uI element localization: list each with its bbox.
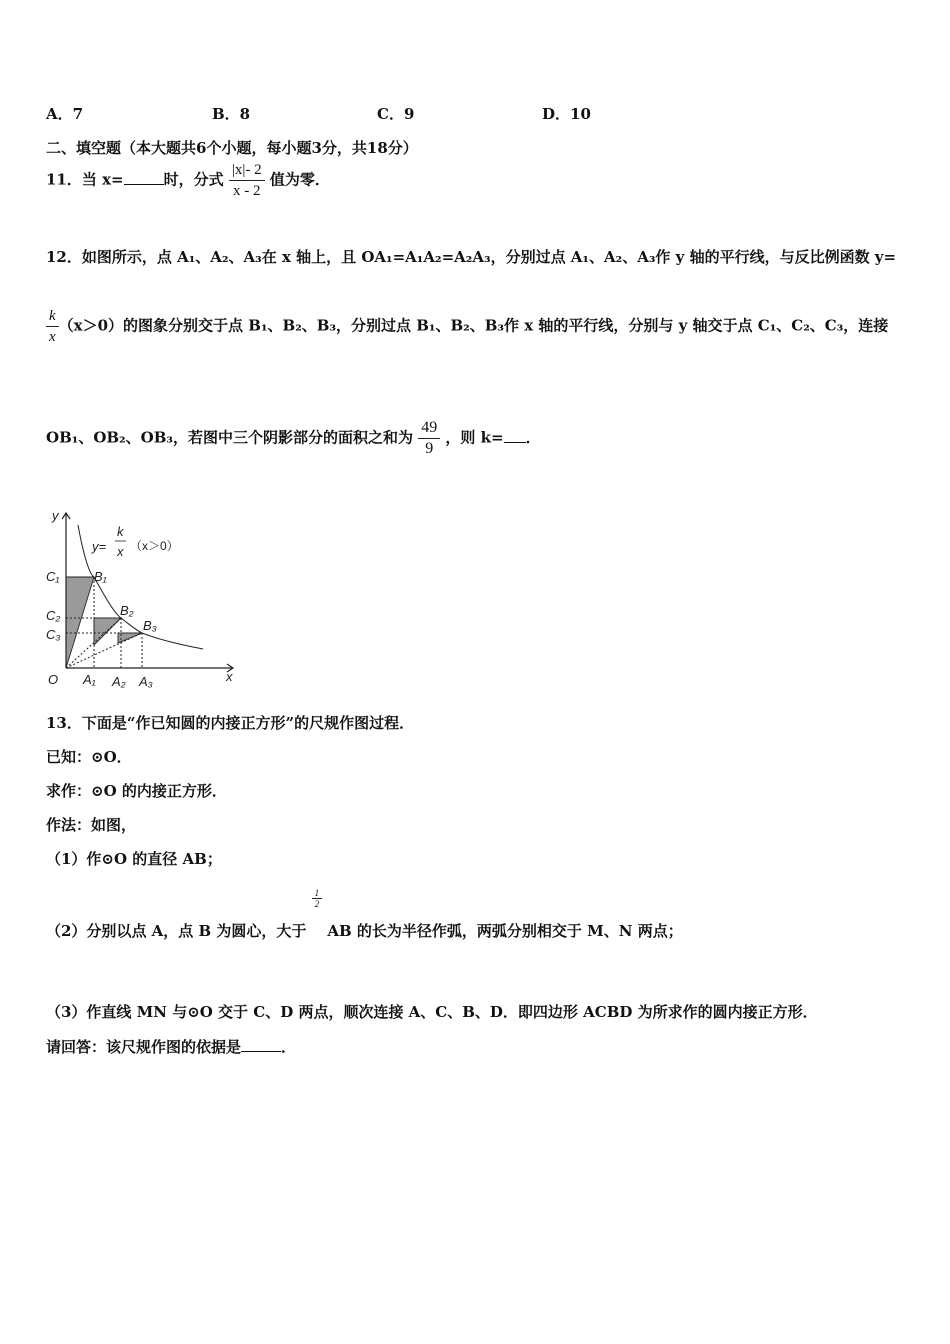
question-11	[46, 160, 330, 201]
q12-line2-wrap	[46, 306, 888, 347]
origin-label: O	[48, 672, 59, 687]
label-a1: A₁	[83, 672, 96, 687]
q12-area-den: 9	[425, 440, 434, 457]
q13-step1: （1）作⊙O 的直径 AB；	[46, 850, 222, 868]
q12-k-den: x	[49, 329, 56, 345]
q12-line1: 12．如图所示，点 A₁、A₂、A₃在 x 轴上，且 OA₁=A₁A₂=A₂A₃，分别过点 A₁、A₂、A₃作 y 轴的平行线，与反比例函数 y=	[46, 248, 897, 266]
q12-line3-pre: OB₁、OB₂、OB₃，若图中三个阴影部分的面积之和为	[46, 428, 413, 447]
function-prefix: y=	[92, 539, 107, 554]
label-a3: A₃	[139, 674, 153, 689]
q13-half-den: 2	[314, 898, 320, 909]
q11-prefix: 11．当 x=	[46, 170, 124, 189]
q12-k-num: k	[46, 306, 59, 327]
q11-blank	[124, 172, 164, 185]
q11-middle: 时，分式	[163, 170, 224, 189]
q13-half-fraction	[312, 888, 323, 909]
q13-step3: （3）作直线 MN 与⊙O 交于 C、D 两点，顺次连接 A、C、B、D．即四边形 ACBD 为所求作的圆内接正方形．	[46, 1003, 818, 1021]
q11-fraction	[229, 160, 265, 201]
q13-answer	[46, 1036, 296, 1057]
shaded-region-3	[118, 633, 142, 643]
q12-line3-post: ，则 k=	[445, 428, 504, 447]
q12-line3	[46, 418, 541, 459]
q13-blank	[241, 1039, 281, 1052]
q11-suffix: 值为零．	[269, 170, 330, 189]
label-c3: C₃	[46, 627, 61, 642]
shaded-region-1	[66, 577, 94, 668]
label-b1: B₁	[94, 569, 107, 584]
q13-answer-prompt: 请回答：该尺规作图的依据是	[46, 1038, 242, 1056]
q13-step2-pre: （2）分别以点 A，点 B 为圆心，大于	[46, 922, 307, 940]
q13-method: 作法：如图，	[46, 816, 137, 834]
section-title: 二、填空题（本大题共6个小题，每小题3分，共18分）	[46, 139, 418, 157]
label-b3: B₃	[143, 618, 157, 633]
label-c1: C₁	[46, 569, 60, 584]
q13-half-num: 1	[312, 888, 323, 899]
q12-blank	[504, 430, 526, 443]
hyperbola-figure	[38, 503, 248, 695]
q12-area-fraction	[418, 418, 440, 459]
q11-frac-den: x - 2	[232, 183, 261, 199]
option-b: B．8	[212, 105, 251, 123]
function-num: k	[117, 524, 124, 539]
q12-k-fraction	[46, 306, 59, 347]
label-b2: B₂	[120, 603, 134, 618]
q12-line2: （x＞0）的图象分别交于点 B₁、B₂、B₃，分别过点 B₁、B₂、B₃作 x 轴的平行线，分别与 y 轴交于点 C₁、C₂、C₃，连接	[58, 316, 889, 335]
option-d: D．10	[542, 105, 591, 123]
function-condition: （x＞0）	[130, 539, 179, 553]
q11-frac-num: |x|- 2	[229, 160, 265, 181]
option-c: C．9	[377, 105, 415, 123]
q13-find: 求作：⊙O 的内接正方形．	[46, 782, 227, 800]
q13-answer-end: ．	[281, 1038, 297, 1056]
q13-known: 已知：⊙O．	[46, 748, 132, 766]
q12-area-num: 49	[418, 418, 440, 439]
y-axis-label: y	[52, 508, 59, 523]
q13-step2-post: AB 的长为半径作弧，两弧分别相交于 M、N 两点；	[327, 922, 683, 940]
q13-step2	[46, 887, 683, 940]
option-a: A．7	[46, 105, 84, 123]
function-den: x	[117, 544, 124, 559]
label-a2: A₂	[112, 674, 126, 689]
q13-title: 13．下面是“作已知圆的内接正方形”的尺规作图过程．	[46, 714, 415, 732]
q12-line3-end: ．	[525, 428, 541, 447]
label-c2: C₂	[46, 608, 61, 623]
x-axis-label: x	[226, 669, 233, 684]
